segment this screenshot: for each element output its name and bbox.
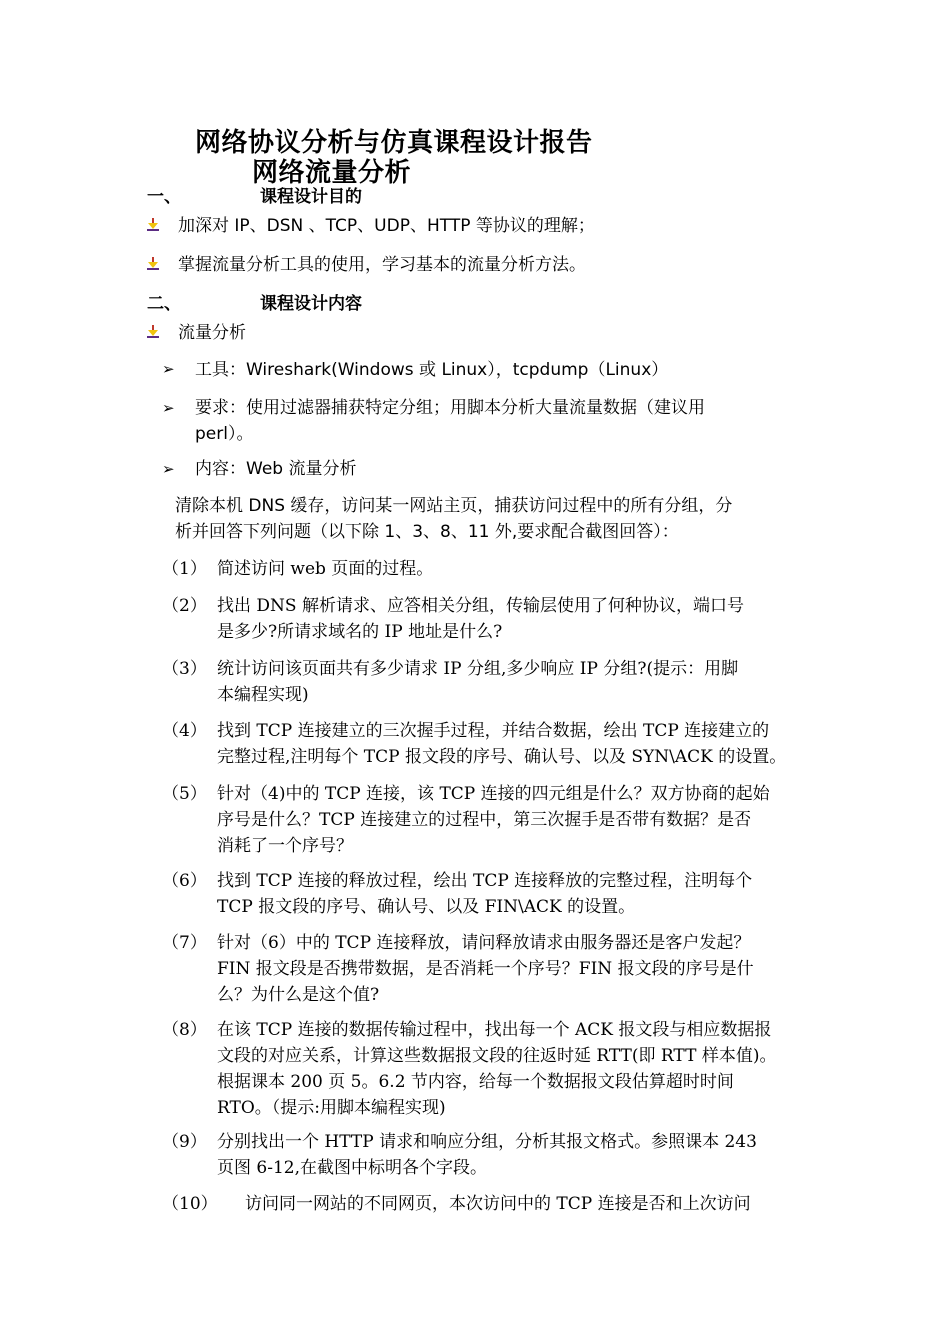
- question-text: [217, 556, 433, 582]
- question-text: [217, 781, 770, 859]
- question-text: [217, 1017, 776, 1121]
- question-line: 分别找出一个 HTTP 请求和响应分组，分析其报文格式。参照课本 243: [217, 1132, 757, 1152]
- question-text: [217, 868, 752, 920]
- section1-number: 一、: [147, 187, 181, 207]
- question-line: 页图 6-12,在截图中标明各个字段。: [217, 1158, 487, 1178]
- bullet-icon: [146, 325, 160, 339]
- content-line: 内容：Web 流量分析: [195, 459, 357, 479]
- question-number: （8）: [162, 1020, 207, 1040]
- question-text: [217, 930, 754, 1008]
- question-text: [217, 593, 744, 645]
- tools-line: 工具：Wireshark(Windows 或 Linux），tcpdump（Linux）: [195, 360, 669, 380]
- question-text: [217, 1129, 757, 1181]
- question-line: 消耗了一个序号？: [217, 836, 353, 856]
- question-text: [217, 718, 786, 770]
- section1-heading: 课程设计目的: [260, 187, 362, 207]
- question-line: 针对（6）中的 TCP 连接释放，请问释放请求由服务器还是客户发起？: [217, 933, 751, 953]
- question-number: （6）: [162, 871, 207, 891]
- requirement-text: [195, 395, 705, 447]
- question-text: [217, 656, 738, 708]
- question-text: [245, 1191, 751, 1217]
- bullet-icon: [146, 218, 160, 232]
- question-line: RTO。（提示:用脚本编程实现): [217, 1098, 446, 1118]
- question-line: 完整过程,注明每个 TCP 报文段的序号、确认号、以及 SYN\ACK 的设置。: [217, 747, 787, 767]
- question-line: 找出 DNS 解析请求、应答相关分组，传输层使用了何种协议，端口号: [217, 596, 744, 616]
- question-line: 根据课本 200 页 5。6.2 节内容，给每一个数据报文段估算超时时间: [217, 1072, 734, 1092]
- question-line: 序号是什么？TCP 连接建立的过程中，第三次握手是否带有数据？是否: [217, 810, 752, 830]
- question-line: 是多少?所请求域名的 IP 地址是什么?: [217, 622, 503, 642]
- question-number: （1）: [162, 559, 207, 579]
- question-number: （4）: [162, 721, 207, 741]
- intro-line-1: 清除本机 DNS 缓存，访问某一网站主页，捕获访问过程中的所有分组，分: [175, 496, 733, 516]
- section2-bullet: 流量分析: [178, 323, 246, 343]
- section2-heading: 课程设计内容: [260, 294, 362, 314]
- arrow-bullet-icon: ➢: [162, 399, 175, 417]
- question-line: 文段的对应关系，计算这些数据报文段的往返时延 RTT(即 RTT 样本值)。: [217, 1046, 777, 1066]
- section1-bullet-1: 加深对 IP、DSN 、TCP、UDP、HTTP 等协议的理解；: [178, 216, 595, 236]
- question-number: （2）: [162, 596, 207, 616]
- section1-bullet-2: 掌握流量分析工具的使用，学习基本的流量分析方法。: [178, 255, 586, 275]
- report-subtitle: 网络流量分析: [252, 158, 412, 188]
- question-line: 在该 TCP 连接的数据传输过程中，找出每一个 ACK 报文段与相应数据报: [217, 1020, 772, 1040]
- arrow-bullet-icon: ➢: [162, 460, 175, 478]
- question-line: 找到 TCP 连接建立的三次握手过程，并结合数据，绘出 TCP 连接建立的: [217, 721, 770, 741]
- question-number: （5）: [162, 784, 207, 804]
- question-line: 简述访问 web 页面的过程。: [217, 559, 434, 579]
- question-line: 么？为什么是这个值?: [217, 985, 380, 1005]
- question-number: （10）: [162, 1194, 218, 1214]
- question-line: 统计访问该页面共有多少请求 IP 分组,多少响应 IP 分组?(提示：用脚: [217, 659, 739, 679]
- arrow-bullet-icon: ➢: [162, 360, 175, 378]
- question-number: （3）: [162, 659, 207, 679]
- question-number: （9）: [162, 1132, 207, 1152]
- question-line: 本编程实现): [217, 685, 309, 705]
- question-line: 针对（4)中的 TCP 连接，该 TCP 连接的四元组是什么？双方协商的起始: [217, 784, 770, 804]
- question-line: FIN 报文段是否携带数据，是否消耗一个序号？FIN 报文段的序号是什: [217, 959, 754, 979]
- question-line: 找到 TCP 连接的释放过程，绘出 TCP 连接释放的完整过程，注明每个: [217, 871, 753, 891]
- requirement-line-1: 要求：使用过滤器捕获特定分组；用脚本分析大量流量数据（建议用: [195, 398, 705, 418]
- intro-paragraph: [175, 493, 732, 545]
- question-line: 访问同一网站的不同网页，本次访问中的 TCP 连接是否和上次访问: [245, 1194, 751, 1214]
- requirement-line-2: perl）。: [195, 424, 254, 444]
- bullet-icon: [146, 257, 160, 271]
- report-title: 网络协议分析与仿真课程设计报告: [195, 128, 593, 158]
- intro-line-2: 析并回答下列问题（以下除 1、3、8、11 外,要求配合截图回答）：: [175, 522, 679, 542]
- question-number: （7）: [162, 933, 207, 953]
- question-line: TCP 报文段的序号、确认号、以及 FIN\ACK 的设置。: [217, 897, 636, 917]
- section2-number: 二、: [147, 294, 181, 314]
